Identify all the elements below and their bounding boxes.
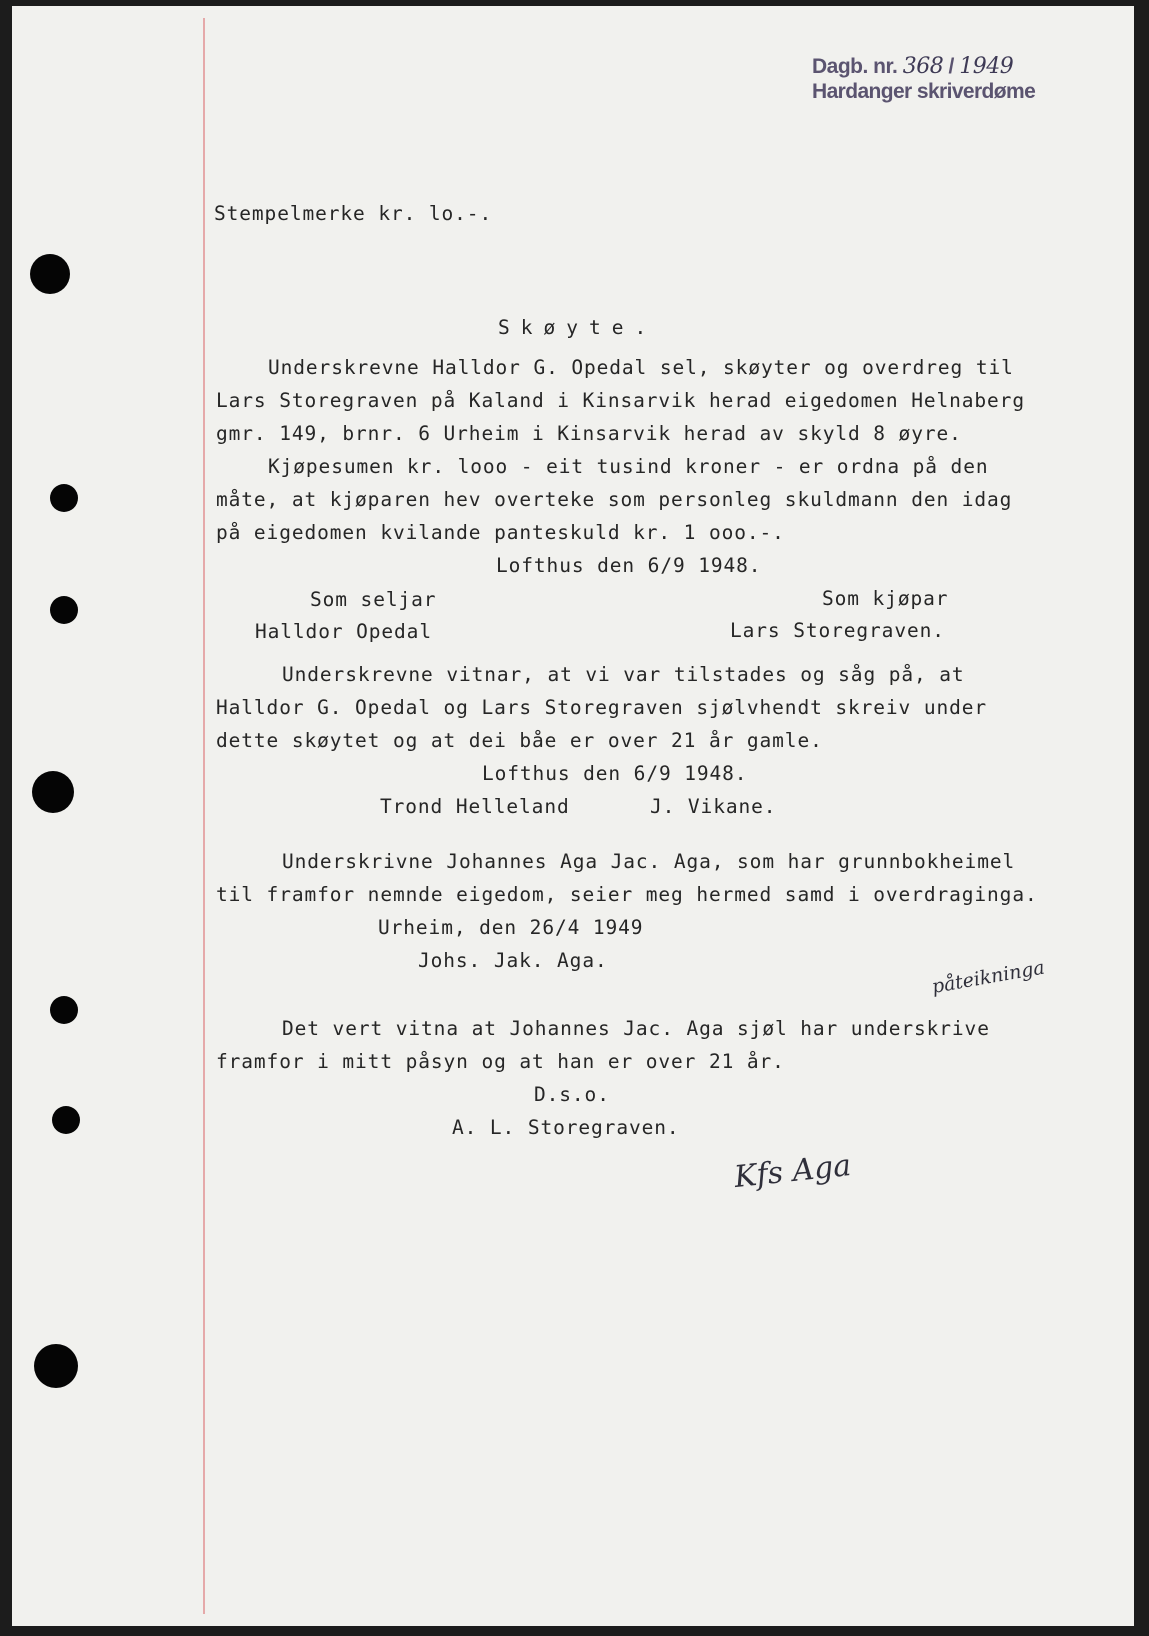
text-line: Underskrevne vitnar, at vi var tilstades og såg på, at <box>282 663 965 686</box>
abbreviation: D.s.o. <box>534 1083 610 1106</box>
punch-hole <box>30 254 70 294</box>
punch-hole <box>52 1106 80 1134</box>
handwritten-signature: Kfs Aga <box>732 1147 853 1196</box>
document-page <box>12 6 1134 1626</box>
seller-label: Som seljar <box>310 588 437 611</box>
witness-name: Trond Helleland <box>380 795 570 818</box>
text-line: måte, at kjøparen hev overteke som personleg skuldmann den idag <box>216 488 1013 511</box>
stamp-year: 1949 <box>959 54 1014 79</box>
handwritten-correction: påteikninga <box>930 956 1047 998</box>
document-title: Skøyte. <box>498 316 658 339</box>
buyer-name: Lars Storegraven. <box>730 619 945 642</box>
stamp-fee: Stempelmerke kr. lo.-. <box>214 202 493 225</box>
place-date: Lofthus den 6/9 1948. <box>496 554 762 577</box>
text-line: gmr. 149, brnr. 6 Urheim i Kinsarvik herad av skyld 8 øyre. <box>216 422 962 445</box>
punch-hole <box>50 596 78 624</box>
text-line: framfor i mitt påsyn og at han er over 21 år. <box>216 1050 785 1073</box>
punch-hole <box>50 484 78 512</box>
text-line: på eigedomen kvilande panteskuld kr. 1 ooo.-. <box>216 521 785 544</box>
text-line: Halldor G. Opedal og Lars Storegraven sjølvhendt skreiv under <box>216 696 988 719</box>
stamp-office: Hardanger skriverdøme <box>812 80 1036 103</box>
text-line: til framfor nemnde eigedom, seier meg hermed samd i overdraginga. <box>216 883 1038 906</box>
signatory-name: Johs. Jak. Aga. <box>418 949 608 972</box>
seller-name: Halldor Opedal <box>255 620 432 643</box>
punch-hole <box>34 1344 78 1388</box>
witness-name: J. Vikane. <box>650 795 777 818</box>
text-line: Lars Storegraven på Kaland i Kinsarvik herad eigedomen Helnaberg <box>216 389 1025 412</box>
signatory-name: A. L. Storegraven. <box>452 1116 680 1139</box>
stamp-number: 368 <box>902 54 944 79</box>
text-line: Underskrevne Halldor G. Opedal sel, skøyter og overdreg til <box>268 356 1014 379</box>
text-line: Det vert vitna at Johannes Jac. Aga sjøl har underskrive <box>282 1017 990 1040</box>
text-line: dette skøytet og at dei båe er over 21 år gamle. <box>216 729 823 752</box>
text-line: Underskrivne Johannes Aga Jac. Aga, som har grunnbokheimel <box>282 850 1016 873</box>
place-date: Urheim, den 26/4 1949 <box>378 916 644 939</box>
punch-hole <box>50 996 78 1024</box>
punch-hole <box>32 771 74 813</box>
place-date: Lofthus den 6/9 1948. <box>482 762 748 785</box>
stamp-label: Dagb. nr. <box>812 55 898 78</box>
registry-stamp <box>812 54 1035 104</box>
buyer-label: Som kjøpar <box>822 587 949 610</box>
text-line: Kjøpesumen kr. looo - eit tusind kroner - er ordna på den <box>268 455 989 478</box>
stamp-separator: / <box>948 55 954 78</box>
margin-line <box>203 18 205 1614</box>
